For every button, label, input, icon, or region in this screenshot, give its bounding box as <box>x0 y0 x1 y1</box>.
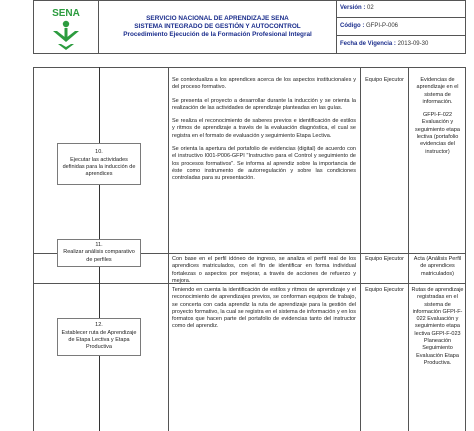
date-cell <box>337 36 466 54</box>
description-11-paragraph-1: Con base en el perfil idóneo de ingreso, se analiza el perfil real de los aprendices matriculados, con el fin de identificar en forma individual fortalezas o aspectos por mejorar, a través de acciones de refuerzo y mejora. <box>172 256 356 284</box>
description-10 <box>172 77 356 189</box>
version-cell <box>337 0 466 18</box>
responsible-12: Equipo Ejecutor <box>365 287 404 293</box>
record-10 <box>410 77 465 162</box>
description-12 <box>172 287 356 337</box>
logo-cell <box>33 0 99 54</box>
responsible-11: Equipo Ejecutor <box>365 256 404 262</box>
description-10-paragraph-1: Se contextualiza a los aprendices acerca de los aspectos institucionales y del proceso formativo. <box>172 77 356 91</box>
version-value: 02 <box>367 5 374 11</box>
step-title-10: Ejecutar las actividades definidas para la inducción de aprendices <box>62 156 136 178</box>
version-label: Versión : <box>340 5 366 11</box>
date-value: 2013-09-30 <box>397 41 429 47</box>
record-11 <box>410 256 465 284</box>
step-box-12 <box>57 318 141 356</box>
header-title-line-3: Procedimiento Ejecución de la Formación Profesional Integral <box>123 31 312 38</box>
code-label: Código : <box>340 23 365 29</box>
header-title-line-2: SISTEMA INTEGRADO DE GESTIÓN Y AUTOCONTROL <box>134 23 301 30</box>
step-title-12: Establecer ruta de Aprendizaje de Etapa Lectiva y Etapa Productiva <box>61 329 137 351</box>
step-box-11 <box>57 239 141 267</box>
svg-text:SENA: SENA <box>52 8 80 19</box>
description-10-paragraph-4: Se orienta la apertura del portafolio de evidencias (digital) de acuerdo con el instructivo I001-P006-GFPI "Instructivo para el Control y seguimiento de los procesos formativos". Se informa al aprendiz sobre la importancia de éste como instrumento de autorregulación y sobre las condiciones controladas para su presentación. <box>172 146 356 182</box>
responsible-10: Equipo Ejecutor <box>365 77 404 83</box>
record-12 <box>410 287 465 373</box>
description-10-paragraph-2: Se presenta el proyecto a desarrollar durante la inducción y se orienta la realización de las actividades de aprendizaje planteadas en las guías. <box>172 97 356 111</box>
record-10-item-2: GFPI-F-022 Evaluación y seguimiento etapa lectiva (portafolio evidencias del instructor) <box>415 112 460 155</box>
header-title-cell <box>99 0 337 54</box>
code-cell <box>337 18 466 36</box>
record-12-item-1: Rutas de aprendizaje registradas en el sistema de información GFPI-F-022 Evaluación y seguimiento etapa lectiva GFPI-F-023 Planeación Seguimiento Evaluación Etapa Productiva. <box>411 287 464 366</box>
header-title-line-1: SERVICIO NACIONAL DE APRENDIZAJE SENA <box>146 15 289 22</box>
description-12-paragraph-1: Teniendo en cuenta la identificación de estilos y ritmos de aprendizaje y el reconocimiento de aprendizajes previos, se conforman equipos de trabajo, se concerta con cada aprendiz la ruta de aprendizaje para la gestión del proyecto formativo, la cual se registra en el sistema de información y en los formatos que hacen parte del portafolio de evidencias tanto del instructor como del aprendiz. <box>172 287 356 330</box>
step-number-11: 11. <box>95 242 103 249</box>
description-11 <box>172 256 356 291</box>
record-11-item-1: Acta (Análisis Perfil de aprendices matriculados) <box>413 256 462 277</box>
sena-logo-icon <box>47 6 85 50</box>
date-label: Fecha de Vigencia : <box>340 41 396 47</box>
record-10-item-1: Evidencias de aprendizaje en el sistema de información. <box>416 77 459 105</box>
step-title-11: Realizar análisis comparativo de perfiles <box>63 249 135 263</box>
code-value: GFPI-P-006 <box>366 23 399 29</box>
step-number-10: 10. <box>95 149 103 156</box>
step-box-10 <box>57 143 141 185</box>
step-number-12: 12. <box>95 322 103 329</box>
description-10-paragraph-3: Se realiza el reconocimiento de saberes previos e identificación de estilos y ritmos de aprendizaje a través de la evaluación diagnóstica, el cual se registra en el formato de evaluación y seguimiento Etapa Lectiva. <box>172 118 356 139</box>
